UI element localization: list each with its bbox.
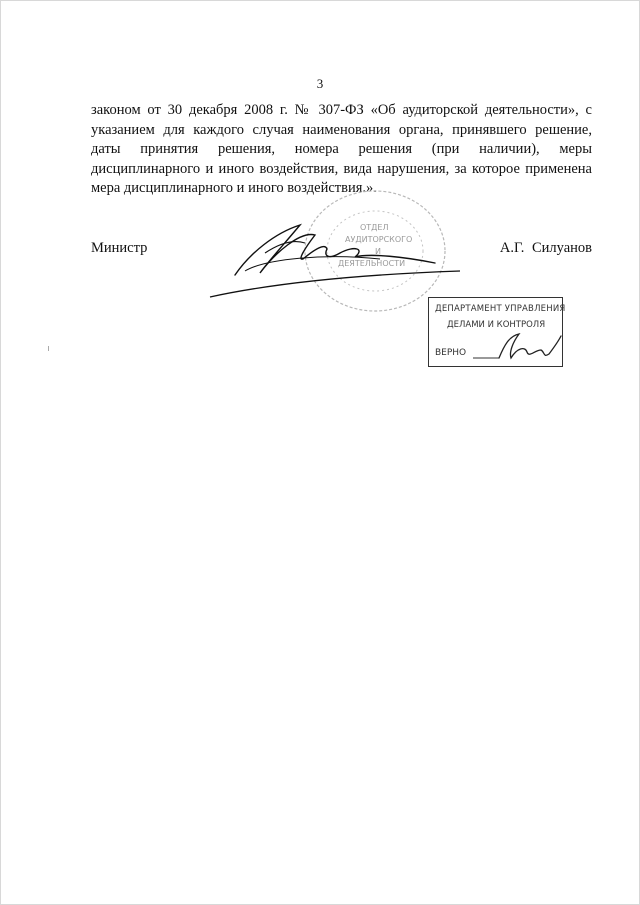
stamp-department-line: ДЕПАРТАМЕНТ УПРАВЛЕНИЯ [435, 304, 566, 314]
seal-text: ОТДЕЛ [360, 223, 389, 232]
paragraph-line: законом от 30 декабря 2008 г. № 307-ФЗ «Об аудиторской деятельности», с [91, 102, 592, 118]
certification-stamp [428, 297, 566, 367]
seal-text: ДЕЯТЕЛЬНОСТИ [338, 259, 406, 268]
paragraph-line: указанием для каждого случая наименования органа, принявшего решение, [91, 121, 592, 138]
scan-artifact [48, 346, 49, 351]
seal-text: И [375, 247, 381, 256]
paragraph-line: мера дисциплинарного и иного воздействия.». [91, 180, 377, 197]
body-paragraph [91, 101, 592, 199]
verification-signature [469, 328, 564, 364]
stamp-department-line: ДЕЛАМИ И КОНТРОЛЯ [447, 320, 546, 330]
page-number: 3 [316, 76, 324, 91]
paragraph-line: дисциплинарного и иного воздействия, вида нарушения, за которое применена [91, 160, 592, 177]
stamp-verified-label: ВЕРНО [435, 348, 467, 358]
signer-name: А.Г. Силуанов [499, 240, 592, 256]
paragraph-line: даты принятия решения, номера решения (при наличии), меры [91, 141, 592, 158]
signer-position: Министр [91, 240, 148, 256]
signature-row [91, 240, 592, 264]
seal-text: АУДИТОРСКОГО [345, 235, 413, 244]
